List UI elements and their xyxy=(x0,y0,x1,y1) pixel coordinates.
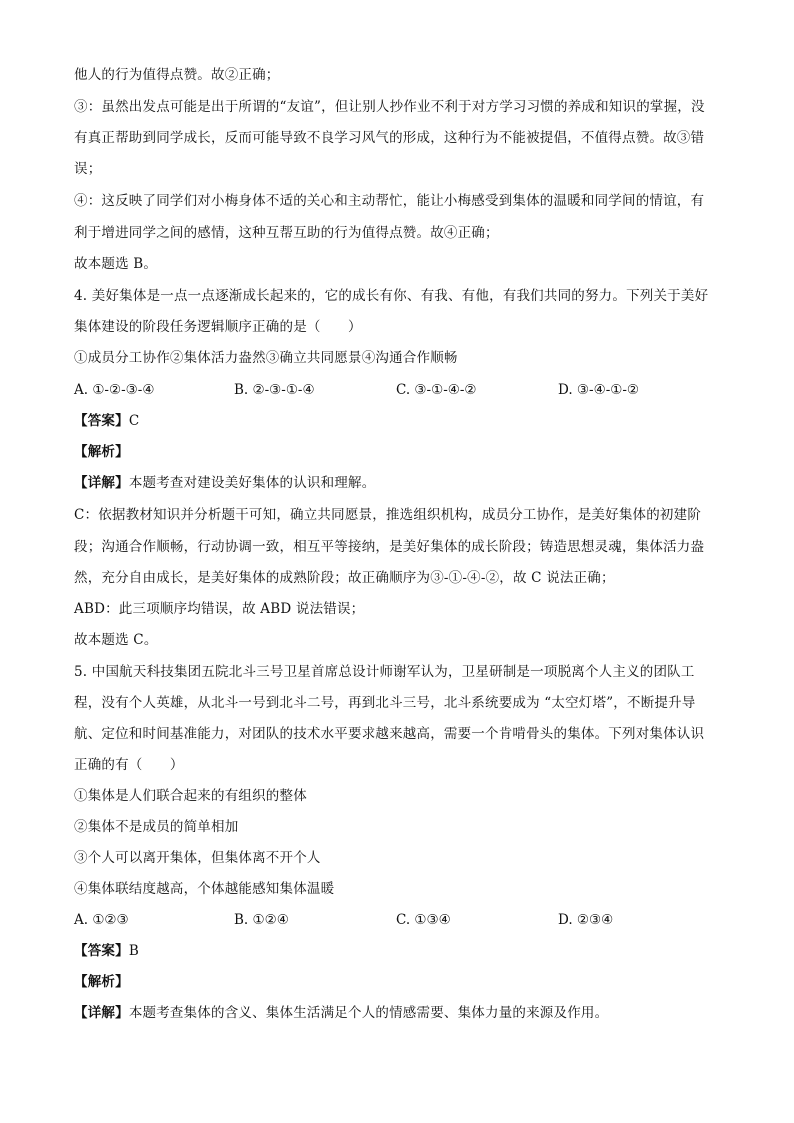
question-5-stem: 正确的有（ ） xyxy=(74,757,184,773)
question-4-stem: 集体建设的阶段任务逻辑顺序正确的是（ ） xyxy=(74,319,362,335)
question-4-stem: 4. 美好集体是一点一点逐渐成长起来的，它的成长有你、有我、有他，有我们共同的努力。下列关于美好 xyxy=(74,288,709,304)
option-a: A. ①②③ xyxy=(74,912,129,928)
question-5-stem: 5. 中国航天科技集团五院北斗三号卫星首席总设计师谢军认为，卫星研制是一项脱离个人主义的团队工 xyxy=(74,664,695,680)
statement-4: ④集体联结度越高，个体越能感知集体温暖 xyxy=(74,881,335,897)
detail-tag: 【详解】 xyxy=(74,475,129,491)
option-d: D. ③-④-①-② xyxy=(558,382,640,398)
statement-2: ②集体不是成员的简单相加 xyxy=(74,819,239,835)
detail-tag: 【详解】 xyxy=(74,1005,129,1021)
text-line: ④：这反映了同学们对小梅身体不适的关心和主动帮忙，能让小梅感受到集体的温暖和同学间的情谊，有 xyxy=(74,193,705,209)
statement-1: ①集体是人们联合起来的有组织的整体 xyxy=(74,788,307,804)
analysis-tag: 【解析】 xyxy=(74,974,129,990)
text-line: 故本题选 C。 xyxy=(74,632,158,648)
answer-line xyxy=(74,412,139,430)
option-d: D. ②③④ xyxy=(558,912,614,928)
text-line: ③：虽然出发点可能是出于所谓的“友谊”，但让别人抄作业不利于对方学习习惯的养成和知识的掌握，没 xyxy=(74,99,705,115)
question-4-items: ①成员分工协作②集体活力盎然③确立共同愿景④沟通合作顺畅 xyxy=(74,350,458,366)
answer-line xyxy=(74,942,139,960)
option-b: B. ①②④ xyxy=(234,912,289,928)
text-line: 然，充分自由成长，是美好集体的成熟阶段；故正确顺序为③-①-④-②，故 C 说法正确； xyxy=(74,570,615,586)
answer-value: B xyxy=(128,943,139,959)
analysis-tag: 【解析】 xyxy=(74,444,129,460)
detail-line xyxy=(74,1004,608,1022)
text-line: 他人的行为值得点赞。故②正确； xyxy=(74,67,280,83)
question-5-stem: 程，没有个人英雄，从北斗一号到北斗二号，再到北斗三号，北斗系统要成为 “太空灯塔”，不断提升导 xyxy=(74,695,696,711)
detail-text: 本题考查集体的含义、集体生活满足个人的情感需要、集体力量的来源及作用。 xyxy=(128,1005,609,1021)
answer-tag: 【答案】 xyxy=(74,413,129,429)
detail-text: 本题考查对建设美好集体的认识和理解。 xyxy=(128,475,376,491)
option-c: C. ①③④ xyxy=(396,912,451,928)
statement-3: ③个人可以离开集体，但集体离不开个人 xyxy=(74,850,321,866)
option-c: C. ③-①-④-② xyxy=(396,382,477,398)
text-line: 利于增进同学之间的感情，这种互帮互助的行为值得点赞。故④正确； xyxy=(74,225,499,241)
answer-tag: 【答案】 xyxy=(74,943,129,959)
option-b: B. ②-③-①-④ xyxy=(234,382,315,398)
answer-value: C xyxy=(128,413,140,429)
text-line: 有真正帮助到同学成长，反而可能导致不良学习风气的形成，这种行为不能被提倡，不值得点赞。故③错 xyxy=(74,130,705,146)
text-line: 误； xyxy=(74,161,102,177)
text-line: 故本题选 B。 xyxy=(74,256,158,272)
text-line: 段；沟通合作顺畅，行动协调一致，相互平等接纳，是美好集体的成长阶段；铸造思想灵魂，集体活力盎 xyxy=(74,539,705,555)
text-line: ABD：此三项顺序均错误，故 ABD 说法错误； xyxy=(74,601,365,617)
option-a: A. ①-②-③-④ xyxy=(74,382,155,398)
question-5-stem: 航、定位和时间基准能力，对团队的技术水平要求越来越高，需要一个肯啃骨头的集体。下列对集体认识 xyxy=(74,726,705,742)
text-line: C：依据教材知识并分析题干可知，确立共同愿景，推选组织机构，成员分工协作，是美好集体的初建阶 xyxy=(74,507,702,523)
detail-line xyxy=(74,474,375,492)
